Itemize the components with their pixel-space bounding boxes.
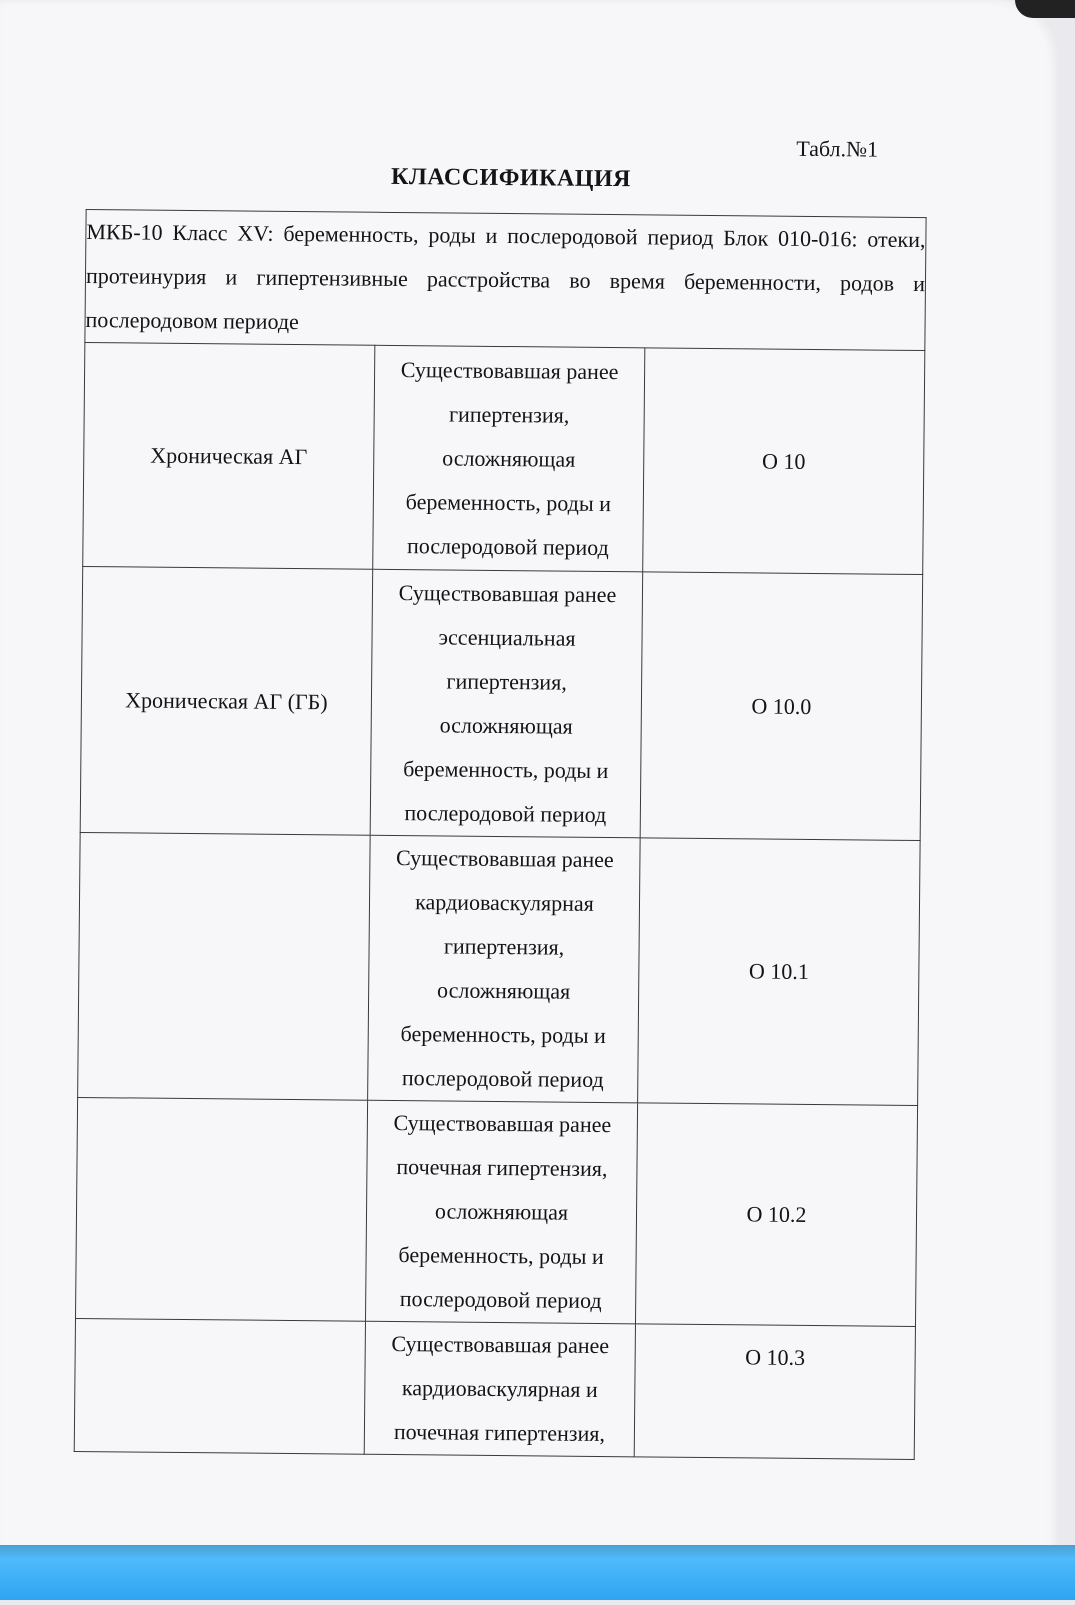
description-line: кардиоваскулярная и [401, 1375, 598, 1402]
description-line: послеродовой период [401, 1065, 604, 1093]
description-line: послеродовой период [404, 799, 607, 827]
description-line: Существовавшая ранее [395, 845, 614, 873]
condition-description [365, 1100, 637, 1324]
table-caption: МКБ-10 Класс XV: беременность, роды и послеродовой период Блок 010-016: отеки, протеинурия и гипертензивные расстройства во время беременности, родов и послеродовом периоде [85, 210, 926, 351]
description-line: почечная гипертензия, [396, 1154, 608, 1182]
description-line: послеродовой период [406, 532, 609, 560]
description-line: почечная гипертензия, [393, 1419, 606, 1447]
description-line: послеродовой период [399, 1286, 602, 1313]
icd-code: О 10.3 [634, 1324, 915, 1460]
description-line: беременность, роды и [398, 1242, 604, 1270]
condition-description [364, 1321, 635, 1457]
icd-code: О 10 [643, 348, 925, 575]
condition-name: Хроническая АГ [83, 342, 375, 569]
condition-name [74, 1318, 365, 1454]
icd-code: О 10.0 [640, 572, 923, 841]
table-caption-row [85, 210, 926, 351]
description-line: гипертензия, [443, 933, 565, 960]
condition-name [76, 1097, 368, 1321]
table-row [76, 1097, 918, 1326]
icd-code: О 10.2 [635, 1103, 917, 1327]
description-line: осложняющая [442, 444, 576, 472]
table-number: Табл.№1 [796, 135, 879, 162]
condition-description [373, 345, 645, 572]
description-line: осложняющая [436, 977, 571, 1004]
description-line: беременность, роды и [405, 488, 612, 516]
description-line: гипертензия, [448, 400, 570, 428]
description-line: кардиоваскулярная [415, 889, 594, 916]
icd-code: О 10.1 [638, 838, 921, 1106]
table-row [78, 832, 921, 1105]
condition-name: Хроническая АГ (ГБ) [80, 566, 373, 835]
description-line: беременность, роды и [400, 1021, 606, 1049]
description-line: Существовавшая ранее [393, 1109, 612, 1138]
description-line: Существовавшая ранее [398, 579, 617, 607]
table-row [74, 1318, 915, 1459]
description-line: осложняющая [439, 711, 573, 739]
classification-table [74, 209, 927, 1460]
description-line: Существовавшая ранее [400, 356, 619, 384]
description-line: гипертензия, [446, 667, 567, 695]
condition-name [78, 832, 371, 1100]
condition-description [368, 835, 641, 1103]
description-line: беременность, роды и [403, 755, 609, 783]
condition-description [370, 569, 643, 838]
page-title: КЛАССИФИКАЦИЯ [390, 163, 632, 193]
description-line: эссенциальная [438, 623, 576, 651]
description-line: Существовавшая ранее [391, 1330, 610, 1359]
table-row [80, 566, 923, 840]
binder-shadow [0, 1545, 1075, 1559]
description-line: осложняющая [434, 1198, 569, 1225]
table-row [83, 342, 925, 574]
